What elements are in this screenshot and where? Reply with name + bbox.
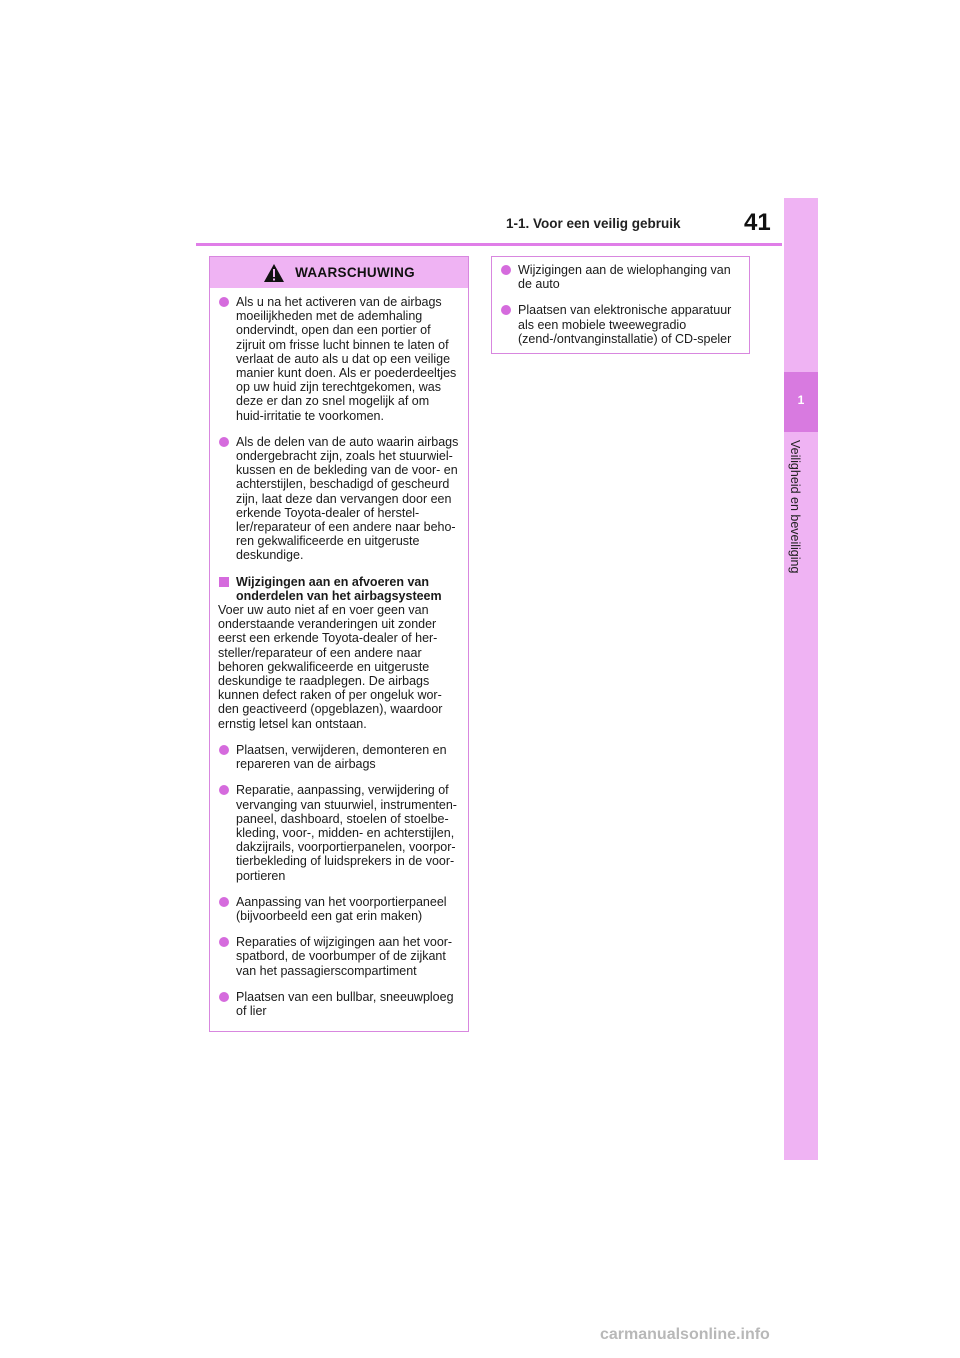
bullet-dot-icon: [219, 785, 229, 795]
list-item: [218, 935, 460, 978]
list-item: [218, 435, 460, 563]
section-heading-text: Wijzigingen aan en afvoeren van onderdelen van het airbagsysteem: [236, 574, 442, 603]
section-title: 1-1. Voor een veilig gebruik: [506, 216, 681, 231]
list-item: [218, 783, 460, 882]
bullet-dot-icon: [219, 937, 229, 947]
warning-title: WAARSCHUWING: [295, 265, 415, 280]
continuation-body: [492, 263, 749, 346]
warning-header: [210, 257, 468, 288]
warning-box: [209, 256, 469, 1032]
list-item: [218, 295, 460, 423]
airbag-modification-section: [218, 575, 460, 731]
watermark: carmanualsonline.info: [600, 1326, 770, 1343]
bullet-dot-icon: [219, 992, 229, 1002]
list-item: [218, 990, 460, 1018]
chapter-label: Veiligheid en beveiliging: [788, 440, 802, 574]
bullet-dot-icon: [501, 265, 511, 275]
page-number: 41: [744, 209, 771, 236]
bullet-square-icon: [219, 577, 229, 587]
list-item-text: Aanpassing van het voorportierpaneel (bijvoorbeeld een gat erin maken): [236, 894, 447, 923]
list-item-text: Plaatsen van een bullbar, sneeuwploeg of lier: [236, 989, 454, 1018]
chapter-side-tab: [784, 198, 818, 1160]
bullet-dot-icon: [219, 897, 229, 907]
warning-continuation-box: [491, 256, 750, 354]
warning-triangle-icon: [263, 263, 285, 283]
list-item-text: Reparatie, aanpassing, verwijdering of vervanging van stuurwiel, instrumenten-paneel, dashboard, stoelen of stoelbe-kleding, voor-, midden- en achterstijlen, dakzijrails, voorportierpanelen, voorpor-tierbekleding of luidsprekers in de voor-portieren: [236, 783, 457, 883]
list-item-text: Als u na het activeren van de airbags moeilijkheden met de ademhaling ondervindt, open dan een portier of zijruit om frisse lucht binnen te laten of verlaat de auto als u dat op een veilige manier kunt doen. Als er poederdeeltjes op uw huid zijn terechtgekomen, was deze er dan zo snel mogelijk af om huid-irritatie te voorkomen.: [236, 295, 457, 423]
list-item-text: Plaatsen, verwijderen, demonteren en repareren van de airbags: [236, 742, 447, 772]
section-heading: [218, 575, 460, 603]
list-item-text: Als de delen van de auto waarin airbags ondergebracht zijn, zoals het stuurwiel-kussen en de bekleding van de voor- en achterstijlen, beschadigd of gescheurd zijn, laat deze dan vervangen door een erkende Toyota-dealer of herstel-ler/reparateur of een andere naar beho-ren gekwalificeerde en uitgeruste deskundige.: [236, 434, 459, 563]
list-item: [218, 895, 460, 923]
warning-body: [210, 288, 468, 1018]
bullet-dot-icon: [219, 745, 229, 755]
list-item-text: Reparaties of wijzigingen aan het voor-spatbord, de voorbumper of de zijkant van het passagierscompartiment: [236, 935, 453, 978]
bullet-dot-icon: [501, 305, 511, 315]
bullet-dot-icon: [219, 437, 229, 447]
list-item-text: Wijzigingen aan de wielophanging van de auto: [518, 263, 731, 292]
list-item: [500, 263, 741, 291]
header-divider: [196, 243, 782, 246]
chapter-number: 1: [797, 393, 805, 407]
list-item: [500, 303, 741, 346]
list-item: [218, 743, 460, 771]
bullet-dot-icon: [219, 297, 229, 307]
section-paragraph: Voer uw auto niet af en voer geen van onderstaande veranderingen uit zonder eerst een erkende Toyota-dealer of her-steller/reparateur of een andere naar behoren gekwalificeerde en uitgeruste deskundige te raadplegen. De airbags kunnen defect raken of per ongeluk wor-den geactiveerd (opgeblazen), waardoor ernstig letsel kan ontstaan.: [218, 603, 443, 731]
list-item-text: Plaatsen van elektronische apparatuur als een mobiele tweewegradio (zend-/ontvanginstallatie) of CD-speler: [518, 303, 732, 346]
